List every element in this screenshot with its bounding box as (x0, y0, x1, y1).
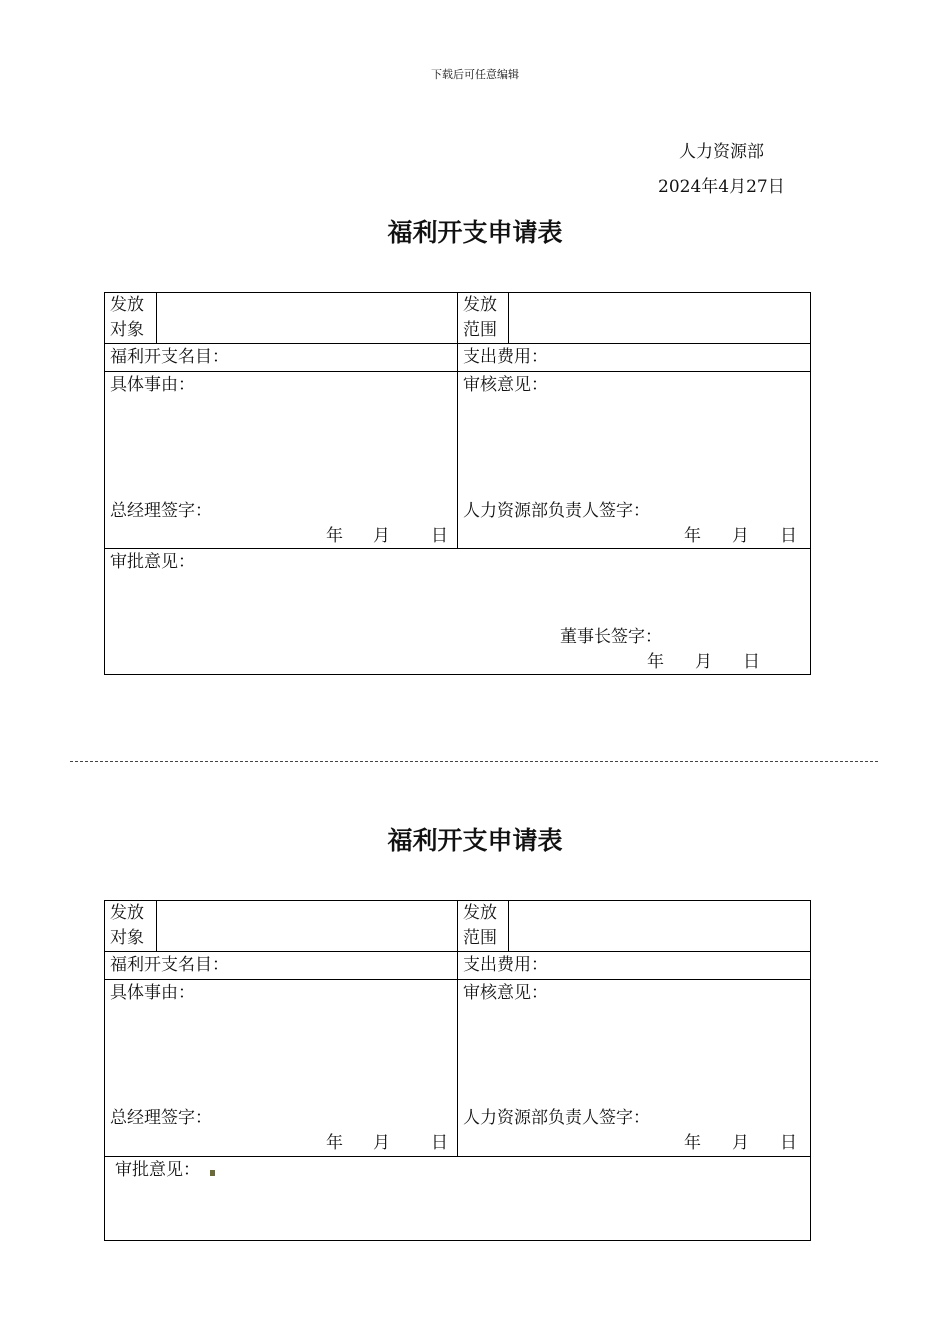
expense-label: 支出费用： (463, 347, 548, 367)
gm-sign-month: 月 (373, 526, 390, 546)
gm-sign-day: 日 (431, 526, 448, 546)
scope-field[interactable] (509, 901, 810, 951)
hr-sign-year: 年 (684, 526, 701, 546)
department-name: 人力资源部 (679, 142, 764, 162)
recipient-label: 发放 对象 (110, 295, 144, 340)
scope-field[interactable] (509, 293, 810, 343)
chairman-sign-month: 月 (695, 652, 712, 672)
cut-line-divider (70, 761, 878, 762)
review-label: 审核意见： (463, 375, 548, 395)
hr-sign-month: 月 (732, 1133, 749, 1153)
hr-sign-label: 人力资源部负责人签字： (463, 501, 650, 521)
chairman-sign-day: 日 (743, 652, 760, 672)
welfare-form-2 (104, 900, 811, 1241)
item-name-label: 福利开支名目： (110, 347, 229, 367)
chairman-sign-label: 董事长签字： (560, 627, 662, 647)
form-title: 福利开支申请表 (387, 218, 563, 247)
gm-sign-year: 年 (326, 1133, 343, 1153)
chairman-sign-year: 年 (647, 652, 664, 672)
item-name-label: 福利开支名目： (110, 955, 229, 975)
welfare-form-1 (104, 292, 811, 675)
cursor-marker-icon (210, 1170, 215, 1176)
approval-label: 审批意见： (110, 552, 195, 572)
hr-sign-day: 日 (780, 1133, 797, 1153)
scope-label: 发放 范围 (463, 295, 497, 340)
recipient-label: 发放 对象 (110, 903, 144, 948)
gm-sign-day: 日 (431, 1133, 448, 1153)
reason-label: 具体事由： (110, 375, 195, 395)
approval-label: 审批意见： (115, 1160, 200, 1180)
hr-sign-year: 年 (684, 1133, 701, 1153)
header-note: 下载后可任意编辑 (431, 68, 519, 81)
gm-sign-year: 年 (326, 526, 343, 546)
document-date: 2024年4月27日 (658, 177, 785, 197)
gm-sign-label: 总经理签字： (110, 501, 212, 521)
hr-sign-label: 人力资源部负责人签字： (463, 1108, 650, 1128)
scope-label: 发放 范围 (463, 903, 497, 948)
gm-sign-month: 月 (373, 1133, 390, 1153)
recipient-field[interactable] (157, 901, 457, 951)
expense-label: 支出费用： (463, 955, 548, 975)
gm-sign-label: 总经理签字： (110, 1108, 212, 1128)
recipient-field[interactable] (157, 293, 457, 343)
hr-sign-month: 月 (732, 526, 749, 546)
form-title: 福利开支申请表 (387, 826, 563, 855)
reason-label: 具体事由： (110, 983, 195, 1003)
review-label: 审核意见： (463, 983, 548, 1003)
hr-sign-day: 日 (780, 526, 797, 546)
